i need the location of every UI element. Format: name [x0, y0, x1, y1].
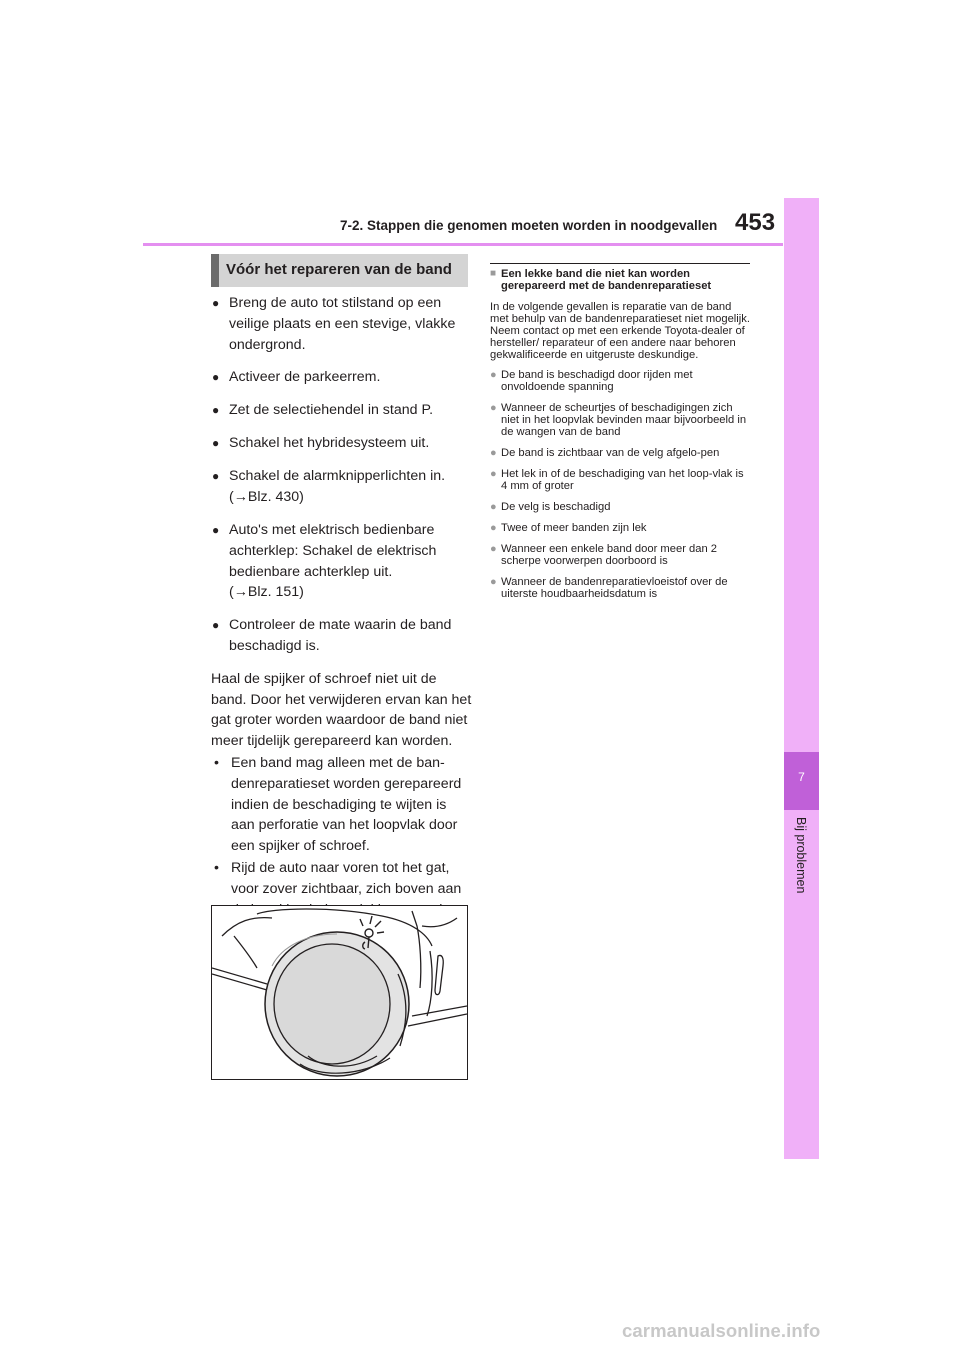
bullet-icon: ●	[212, 370, 220, 385]
list-item	[490, 522, 750, 534]
heading-accent-bar	[211, 254, 219, 287]
step-item	[211, 520, 473, 603]
bullet-icon: ●	[212, 403, 220, 418]
step-item	[211, 466, 473, 508]
bullet-icon: ●	[212, 436, 220, 451]
chapter-title	[784, 815, 819, 915]
section-heading	[211, 254, 468, 287]
bullet-icon: ●	[490, 501, 497, 513]
list-item	[490, 468, 750, 492]
bullet-icon: ●	[490, 522, 497, 534]
note-item	[211, 753, 473, 857]
step-text: Schakel de alarmknipperlichten in.	[229, 468, 446, 485]
page-reference-link[interactable]: (→Blz. 151)	[229, 584, 304, 601]
list-item	[490, 576, 750, 600]
step-text: Zet de selectiehendel in stand P.	[229, 402, 434, 419]
tire-puncture-illustration-icon	[212, 906, 467, 1079]
list-item-text: Twee of meer banden zijn lek	[501, 522, 647, 534]
step-item	[211, 433, 473, 454]
list-item-text: Wanneer een enkele band door meer dan 2 scherpe voorwerpen doorboord is	[501, 543, 718, 567]
section-title: 7-2. Stappen die genomen moeten worden in noodgevallen	[340, 218, 718, 233]
bullet-icon: ●	[490, 576, 497, 588]
square-marker-icon: ■	[490, 268, 497, 279]
watermark: carmanualsonline.info	[622, 1320, 821, 1341]
intro-text: In de volgende gevallen is reparatie van de band met behulp van de bandenreparatieset niet mogelijk. Neem contact op met een erkende Toyota-dealer of hersteller/ reparateur of een andere naar behoren gekwalificeerde en uitgeruste deskundige.	[490, 301, 750, 361]
bullet-icon: ●	[212, 618, 220, 633]
step-text: Controleer de mate waarin de band beschadigd is.	[229, 617, 452, 654]
list-item-text: Wanneer de scheurtjes of beschadigingen zich niet in het loopvlak bevinden maar bijvoorbeeld in de wangen van de band	[501, 402, 747, 438]
bullet-icon: ●	[490, 468, 497, 480]
chapter-side-tab	[784, 198, 819, 1159]
list-item	[490, 447, 750, 459]
bullet-icon: ●	[212, 296, 220, 310]
column-rule	[490, 263, 750, 264]
list-item-text: De band is beschadigd door rijden met onvoldoende spanning	[501, 369, 693, 393]
list-item-text: De band is zichtbaar van de velg afgelo-pen	[501, 447, 720, 459]
step-text: Breng de auto tot stilstand op een veilige plaats en een stevige, vlakke ondergrond.	[229, 295, 456, 353]
bullet-icon: ●	[490, 369, 497, 381]
section-heading-text: Vóór het repareren van de band	[226, 261, 452, 278]
bullet-icon: ●	[490, 543, 497, 555]
bullet-icon: ●	[490, 447, 497, 459]
page-number: 453	[735, 209, 776, 236]
step-item	[211, 615, 473, 657]
bullet-icon: ●	[212, 522, 220, 537]
step-text: Activeer de parkeerrem.	[229, 369, 381, 386]
list-item	[490, 369, 750, 393]
note-text: Een band mag alleen met de ban-denreparatieset worden gerepareerd indien de beschadiging te wijten is aan perforatie van het loopvlak door een spijker of schroef.	[231, 754, 462, 855]
step-item	[211, 400, 473, 421]
header-rule	[143, 243, 783, 246]
tire-puncture-figure	[211, 905, 468, 1080]
note-text: Rijd de auto naar voren tot het gat, voor zover zichtbaar, zich boven aan	[231, 859, 462, 897]
page-reference-link[interactable]: (→Blz. 430)	[229, 489, 304, 506]
chapter-title-label: Bij problemen	[794, 817, 808, 894]
right-column	[490, 263, 750, 609]
step-text: Schakel het hybridesysteem uit.	[229, 435, 430, 452]
step-text: Auto's met elektrisch bedienbare achterklep: Schakel de elektrisch bedienbare achterklep uit.	[229, 521, 437, 580]
chapter-number: 7	[798, 770, 805, 784]
small-bullet-icon: •	[214, 859, 219, 876]
list-item	[490, 402, 750, 438]
list-item-text: Het lek in of de beschadiging van het loop-vlak is 4 mm of groter	[501, 468, 744, 492]
list-item-text: De velg is beschadigd	[501, 501, 611, 513]
bullet-icon: ●	[212, 469, 220, 484]
subsection-heading-text: Een lekke band die niet kan worden gerepareerd met de bandenreparatieset	[501, 268, 712, 292]
bullet-icon: ●	[490, 402, 497, 414]
list-item	[490, 501, 750, 513]
list-item	[490, 543, 750, 567]
small-bullet-icon: •	[214, 754, 219, 771]
step-item	[211, 367, 473, 388]
subsection-heading	[490, 268, 750, 292]
step-item	[211, 293, 473, 355]
list-item-text: Wanneer de bandenreparatievloeistof over de uiterste houdbaarheidsdatum is	[501, 576, 728, 600]
left-column	[211, 293, 473, 941]
warning-paragraph: Haal de spijker of schroef niet uit de band. Door het verwijderen ervan kan het gat groter worden waardoor de band niet meer tijdelijk gerepareerd kan worden.	[211, 670, 472, 750]
